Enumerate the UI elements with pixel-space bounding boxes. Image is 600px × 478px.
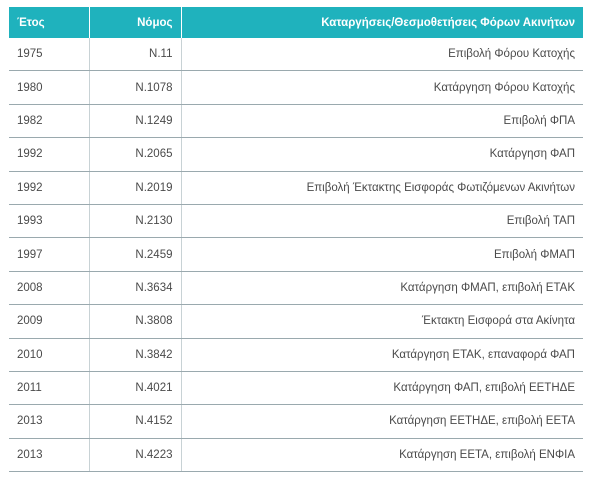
cell-year: 1980 <box>9 71 89 104</box>
cell-description: Κατάργηση ΕΤΑΚ, επαναφορά ΦΑΠ <box>181 338 583 371</box>
cell-year: 1992 <box>9 138 89 171</box>
cell-description: Κατάργηση ΦΜΑΠ, επιβολή ΕΤΑΚ <box>181 271 583 304</box>
cell-description: Επιβολή Φόρου Κατοχής <box>181 38 583 71</box>
table-row <box>9 204 583 237</box>
cell-description: Επιβολή ΦΜΑΠ <box>181 238 583 271</box>
table-row <box>9 104 583 137</box>
cell-law: Ν.11 <box>89 38 181 71</box>
header-law: Νόμος <box>89 7 181 38</box>
table-row <box>9 338 583 371</box>
table-row <box>9 138 583 171</box>
cell-year: 2013 <box>9 438 89 471</box>
cell-law: Ν.1249 <box>89 104 181 137</box>
cell-year: 2009 <box>9 305 89 338</box>
cell-description: Έκτακτη Εισφορά στα Ακίνητα <box>181 305 583 338</box>
cell-law: Ν.4223 <box>89 438 181 471</box>
cell-law: Ν.4152 <box>89 405 181 438</box>
table-row <box>9 271 583 304</box>
cell-description: Κατάργηση ΕΕΤΗΔΕ, επιβολή ΕΕΤΑ <box>181 405 583 438</box>
cell-law: Ν.3842 <box>89 338 181 371</box>
cell-description: Επιβολή Έκτακτης Εισφοράς Φωτιζόμενων Ακινήτων <box>181 171 583 204</box>
table-row <box>9 371 583 404</box>
cell-year: 1997 <box>9 238 89 271</box>
header-year: Έτος <box>9 7 89 38</box>
table-header <box>9 7 583 38</box>
table-row <box>9 171 583 204</box>
property-tax-table <box>9 7 583 472</box>
cell-description: Κατάργηση ΦΑΠ, επιβολή ΕΕΤΗΔΕ <box>181 371 583 404</box>
cell-year: 2008 <box>9 271 89 304</box>
cell-year: 1975 <box>9 38 89 71</box>
table-row <box>9 71 583 104</box>
table-row <box>9 305 583 338</box>
cell-year: 1982 <box>9 104 89 137</box>
cell-year: 2011 <box>9 371 89 404</box>
table-body <box>9 38 583 472</box>
table-row <box>9 438 583 471</box>
cell-law: Ν.1078 <box>89 71 181 104</box>
cell-law: Ν.3808 <box>89 305 181 338</box>
header-description: Καταργήσεις/Θεσμοθετήσεις Φόρων Ακινήτων <box>181 7 583 38</box>
cell-law: Ν.2019 <box>89 171 181 204</box>
property-tax-table-container <box>9 7 583 472</box>
header-row <box>9 7 583 38</box>
cell-law: Ν.4021 <box>89 371 181 404</box>
cell-year: 1992 <box>9 171 89 204</box>
table-row <box>9 38 583 71</box>
cell-description: Επιβολή ΦΠΑ <box>181 104 583 137</box>
cell-law: Ν.2065 <box>89 138 181 171</box>
table-row <box>9 405 583 438</box>
cell-year: 2013 <box>9 405 89 438</box>
cell-year: 2010 <box>9 338 89 371</box>
cell-year: 1993 <box>9 204 89 237</box>
cell-law: Ν.2130 <box>89 204 181 237</box>
cell-law: Ν.2459 <box>89 238 181 271</box>
cell-description: Κατάργηση ΕΕΤΑ, επιβολή ΕΝΦΙΑ <box>181 438 583 471</box>
cell-description: Επιβολή ΤΑΠ <box>181 204 583 237</box>
table-row <box>9 238 583 271</box>
cell-description: Κατάργηση ΦΑΠ <box>181 138 583 171</box>
cell-law: Ν.3634 <box>89 271 181 304</box>
cell-description: Κατάργηση Φόρου Κατοχής <box>181 71 583 104</box>
